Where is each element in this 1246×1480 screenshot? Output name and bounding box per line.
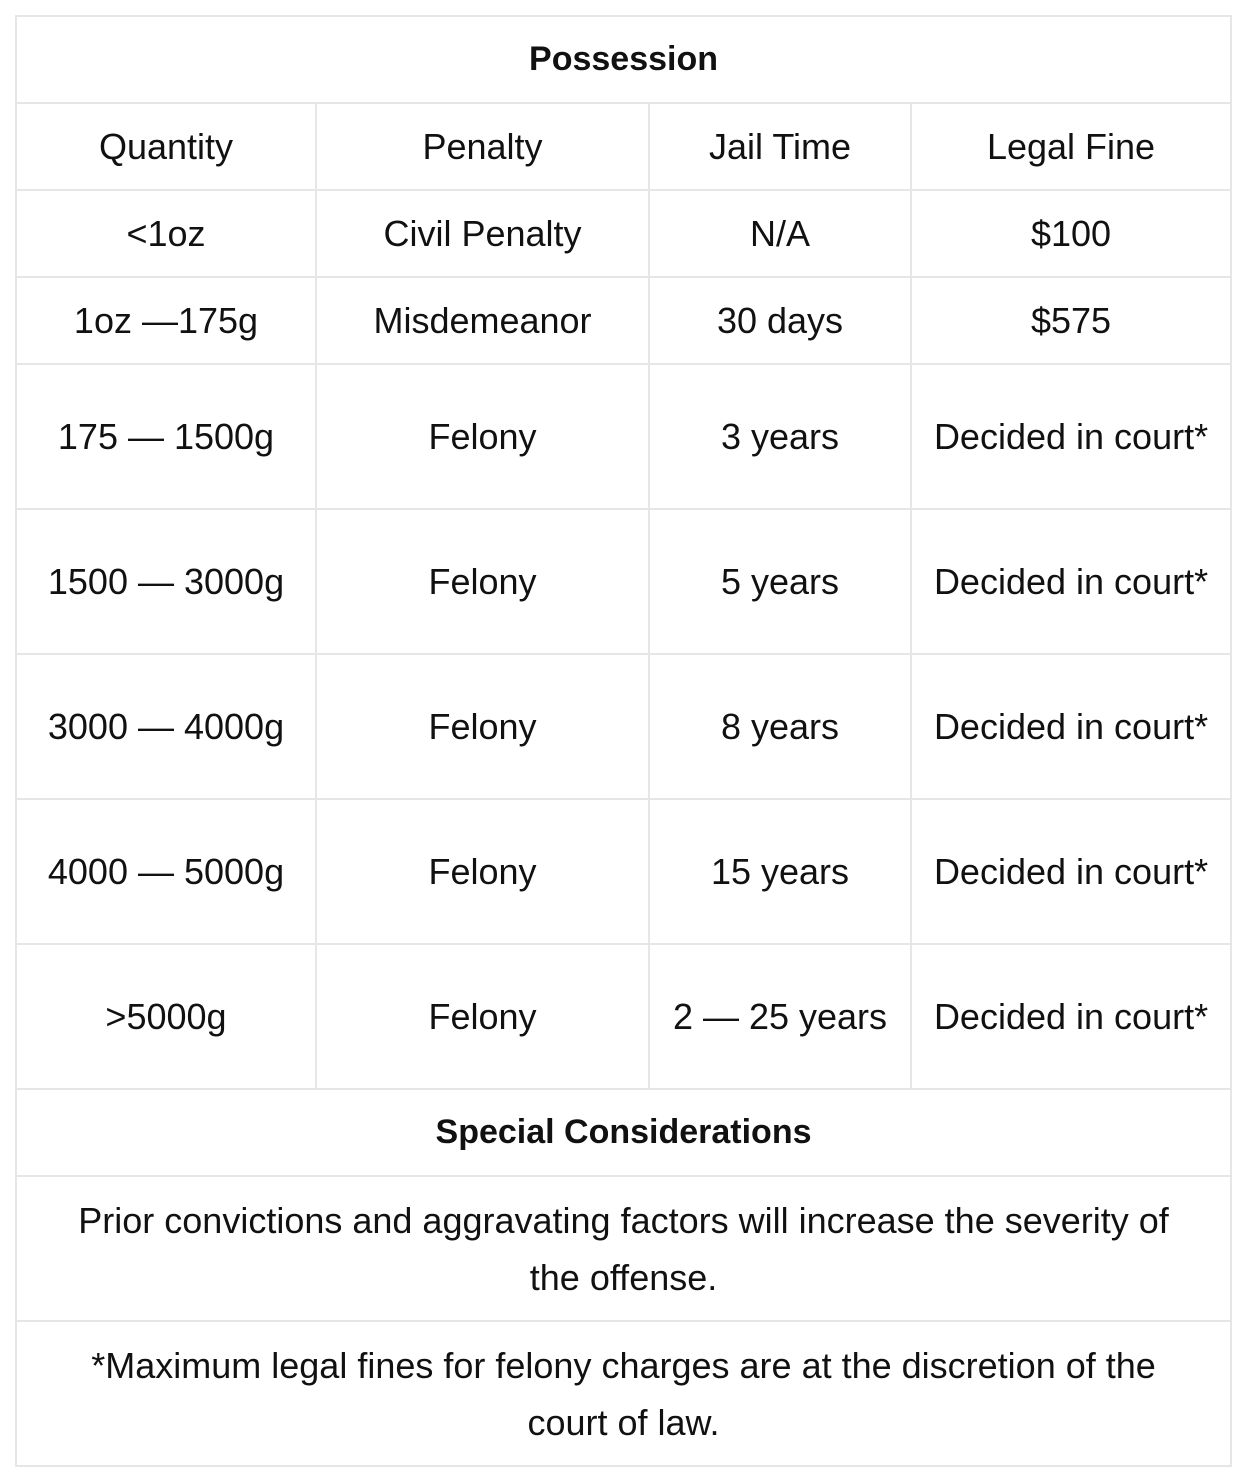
cell-legal-fine: Decided in court* [911,944,1231,1089]
possession-table-container [15,15,1230,1467]
cell-legal-fine: $100 [911,190,1231,277]
note-row [16,1321,1231,1466]
cell-quantity: <1oz [16,190,316,277]
note-prior-convictions: Prior convictions and aggravating factors will increase the severity of the offense. [16,1176,1231,1321]
table-row [16,277,1231,364]
cell-jail-time: 15 years [649,799,911,944]
cell-penalty: Felony [316,509,649,654]
header-quantity: Quantity [16,103,316,190]
cell-quantity: 175 — 1500g [16,364,316,509]
cell-quantity: 4000 — 5000g [16,799,316,944]
cell-jail-time: 5 years [649,509,911,654]
header-jail-time: Jail Time [649,103,911,190]
note-maximum-fines: *Maximum legal fines for felony charges are at the discretion of the court of law. [16,1321,1231,1466]
table-row [16,364,1231,509]
cell-quantity: >5000g [16,944,316,1089]
table-row [16,944,1231,1089]
cell-quantity: 1500 — 3000g [16,509,316,654]
table-row [16,799,1231,944]
table-title-row [16,16,1231,103]
cell-penalty: Felony [316,799,649,944]
cell-jail-time: N/A [649,190,911,277]
cell-legal-fine: Decided in court* [911,654,1231,799]
note-row [16,1176,1231,1321]
cell-jail-time: 30 days [649,277,911,364]
header-legal-fine: Legal Fine [911,103,1231,190]
table-row [16,190,1231,277]
cell-penalty: Felony [316,944,649,1089]
possession-table [15,15,1232,1467]
cell-jail-time: 2 — 25 years [649,944,911,1089]
cell-penalty: Civil Penalty [316,190,649,277]
table-row [16,509,1231,654]
header-penalty: Penalty [316,103,649,190]
cell-legal-fine: Decided in court* [911,799,1231,944]
table-title: Possession [16,16,1231,103]
cell-quantity: 1oz —175g [16,277,316,364]
cell-quantity: 3000 — 4000g [16,654,316,799]
special-considerations-title: Special Considerations [16,1089,1231,1176]
cell-legal-fine: Decided in court* [911,364,1231,509]
cell-penalty: Misdemeanor [316,277,649,364]
cell-legal-fine: Decided in court* [911,509,1231,654]
cell-penalty: Felony [316,364,649,509]
cell-penalty: Felony [316,654,649,799]
table-header-row [16,103,1231,190]
special-considerations-row [16,1089,1231,1176]
cell-jail-time: 3 years [649,364,911,509]
cell-jail-time: 8 years [649,654,911,799]
table-row [16,654,1231,799]
cell-legal-fine: $575 [911,277,1231,364]
